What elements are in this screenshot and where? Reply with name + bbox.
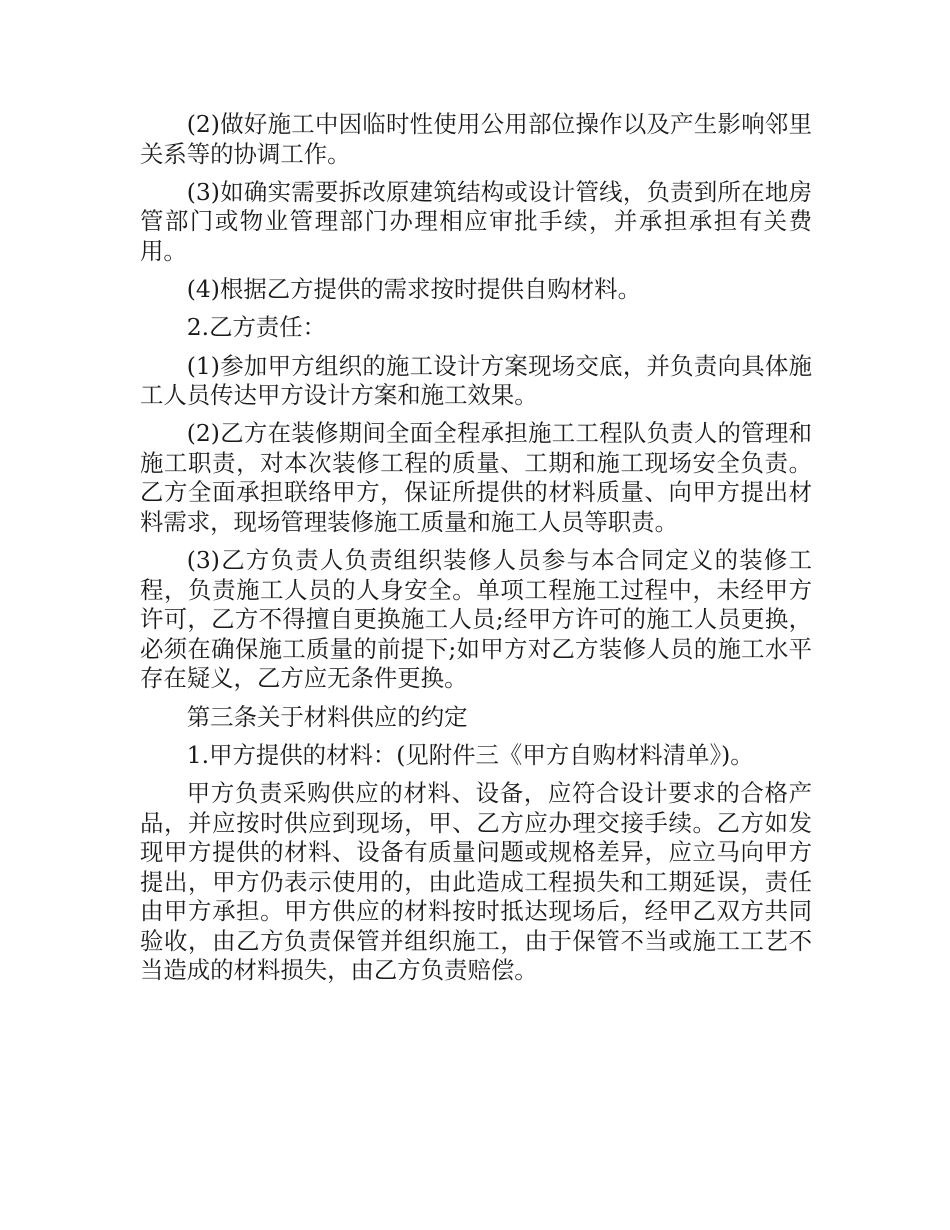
article-heading-materials: 第三条关于材料供应的约定 xyxy=(186,702,468,731)
paragraph-party-b-management: (2)乙方在装修期间全面全程承担施工工程队负责人的管理和施工职责，对本次装修工程的质量、工期和施工现场安全负责。乙方全面承担联络甲方，保证所提供的材料质量、向甲方提出材料需求，现场管理装修施工质量和施工人员等职责。 xyxy=(140,419,812,536)
paragraph-party-a-supplied-list: 1.甲方提供的材料：(见附件三《甲方自购材料清单》)。 xyxy=(186,740,754,769)
document-page xyxy=(140,110,812,994)
paragraph-party-b-personnel: (3)乙方负责人负责组织装修人员参与本合同定义的装修工程，负责施工人员的人身安全。单项工程施工过程中，未经甲方许可，乙方不得擅自更换施工人员;经甲方许可的施工人员更换，必须在确保施工质量的前提下;如甲方对乙方装修人员的施工水平存在疑义，乙方应无条件更换。 xyxy=(140,546,812,693)
paragraph-party-a-coordination: (2)做好施工中因临时性使用公用部位操作以及产生影响邻里关系等的协调工作。 xyxy=(140,110,812,168)
paragraph-party-a-approvals: (3)如确实需要拆改原建筑结构或设计管线，负责到所在地房管部门或物业管理部门办理相应审批手续，并承担承担有关费用。 xyxy=(140,177,812,265)
paragraph-party-a-materials: (4)根据乙方提供的需求按时提供自购材料。 xyxy=(186,275,641,304)
section-heading-party-b: 2.乙方责任： xyxy=(186,313,327,342)
paragraph-party-b-briefing: (1)参加甲方组织的施工设计方案现场交底，并负责向具体施工人员传达甲方设计方案和施工效果。 xyxy=(140,351,812,410)
paragraph-material-responsibility: 甲方负责采购供应的材料、设备，应符合设计要求的合格产品，并应按时供应到现场，甲、乙方应办理交接手续。乙方如发现甲方提供的材料、设备有质量问题或规格差异，应立马向甲方提出，甲方仍表示使用的，由此造成工程损失和工期延误，责任由甲方承担。甲方供应的材料按时抵达现场后，经甲乙双方共同验收，由乙方负责保管并组织施工，由于保管不当或施工工艺不当造成的材料损失，由乙方负责赔偿。 xyxy=(140,779,812,985)
